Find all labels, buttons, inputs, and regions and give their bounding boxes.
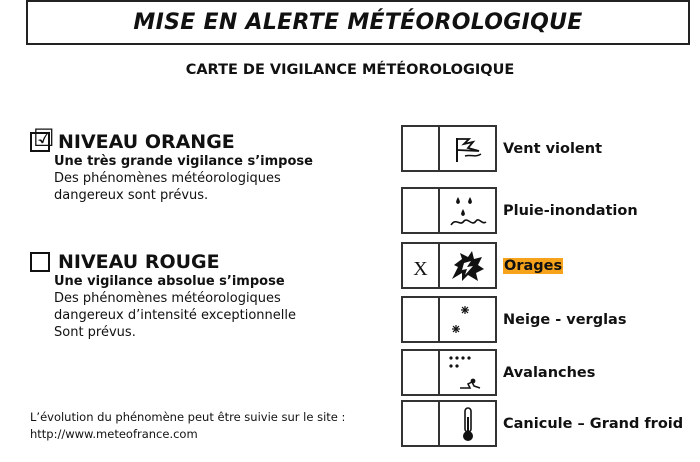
level-rouge-line: dangereux d’intensité exceptionnelle	[54, 308, 297, 323]
phenomenon-mark-cell[interactable]	[403, 402, 440, 445]
website-link[interactable]: http://www.meteofrance.com	[30, 427, 198, 441]
title-banner	[26, 0, 690, 45]
rain-flood-icon	[448, 191, 488, 231]
level-orange-line: Des phénomènes météorologiques	[54, 171, 281, 186]
level-orange	[30, 124, 313, 204]
phenomenon-row-orages	[401, 242, 691, 289]
thermometer-icon	[458, 405, 478, 443]
phenomenon-mark-cell[interactable]: X	[403, 244, 440, 287]
level-rouge	[30, 251, 296, 341]
phenomenon-row-pluie	[401, 187, 691, 234]
phenomenon-mark-cell[interactable]	[403, 351, 440, 394]
snowflake-icon	[448, 300, 488, 340]
level-rouge-lead: Une vigilance absolue s’impose	[54, 274, 285, 289]
level-rouge-title: NIVEAU ROUGE	[58, 251, 220, 273]
phenomenon-row-canicule	[401, 400, 691, 447]
level-orange-lead: Une très grande vigilance s’impose	[54, 154, 313, 169]
phenomenon-label-highlighted: Orages	[504, 257, 563, 274]
level-rouge-line: Sont prévus.	[54, 325, 136, 340]
phenomenon-label: Canicule – Grand froid	[503, 415, 684, 432]
wind-flag-icon	[451, 134, 485, 164]
footer-note	[30, 409, 345, 443]
phenomenon-mark-cell[interactable]	[403, 189, 440, 232]
avalanche-icon	[446, 352, 490, 394]
phenomenon-label: Avalanches	[503, 364, 596, 381]
phenomenon-mark-cell[interactable]	[403, 127, 440, 170]
phenomenon-row-neige	[401, 296, 691, 343]
phenomenon-label: Neige - verglas	[503, 311, 627, 328]
phenomenon-mark-cell[interactable]	[403, 298, 440, 341]
check-icon: ☑	[33, 124, 55, 152]
footer-text: L’évolution du phénomène peut être suivie sur le site :	[30, 410, 346, 424]
level-orange-title: NIVEAU ORANGE	[58, 131, 235, 153]
level-rouge-line: Des phénomènes météorologiques	[54, 291, 281, 306]
phenomenon-label: Vent violent	[503, 140, 603, 157]
level-rouge-description	[54, 273, 296, 341]
thunderstorm-icon	[450, 249, 486, 283]
page-subtitle: CARTE DE VIGILANCE MÉTÉOROLOGIQUE	[185, 62, 515, 78]
level-orange-line: dangereux sont prévus.	[54, 188, 209, 203]
phenomenon-label: Pluie-inondation	[503, 202, 638, 219]
phenomenon-row-avalanches	[401, 349, 691, 396]
phenomenon-row-vent	[401, 125, 691, 172]
level-orange-checkbox[interactable]	[30, 124, 55, 152]
level-rouge-checkbox[interactable]	[30, 252, 50, 272]
page-title: MISE EN ALERTE MÉTÉOROLOGIQUE	[133, 10, 583, 35]
level-orange-description	[54, 153, 313, 204]
